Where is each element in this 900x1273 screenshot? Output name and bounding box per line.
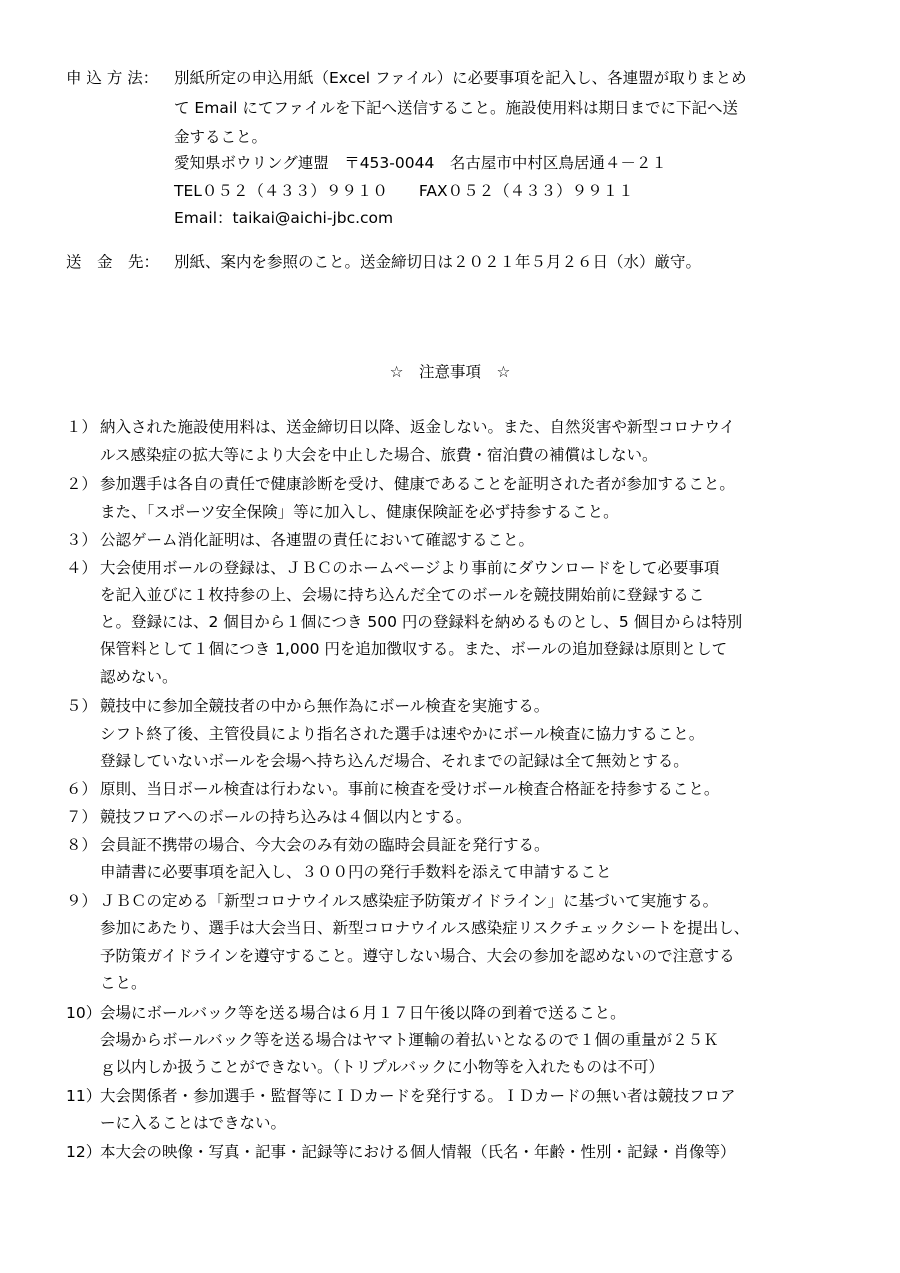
note-line: 原則、当日ボール検査は行わない。事前に検査を受けボール検査合格証を持参すること。	[100, 780, 720, 798]
note-line: 会場からボールバック等を送る場合はヤマト運輸の着払いとなるので１個の重量が２５Ｋ	[100, 1031, 719, 1049]
note-line: 本大会の映像・写真・記事・記録等における個人情報（氏名・年齢・性別・記録・肖像等）	[100, 1143, 736, 1161]
note-line: ＪＢＣの定める「新型コロナウイルス感染症予防策ガイドライン」に基づいて実施する。	[100, 892, 719, 910]
note-line: ーに入ることはできない。	[100, 1114, 287, 1132]
note-line: 会員証不携帯の場合、今大会のみ有効の臨時会員証を発行する。	[100, 836, 550, 854]
application-line: 金すること。	[174, 128, 268, 146]
note-line: 納入された施設使用料は、送金締切日以降、返金しない。また、自然災害や新型コロナウイ	[100, 418, 736, 436]
note-line: 認めない。	[100, 668, 178, 686]
note-number: ２）	[66, 475, 98, 493]
federation-address: 愛知県ボウリング連盟 〒453-0044 名古屋市中村区鳥居通４－２１	[174, 154, 667, 172]
note-line: 公認ゲーム消化証明は、各連盟の責任において確認すること。	[100, 531, 535, 549]
note-number: ７）	[66, 808, 98, 826]
note-line: 会場にボールバック等を送る場合は６月１７日午後以降の到着で送ること。	[100, 1004, 626, 1022]
note-number: ９）	[66, 892, 98, 910]
note-number: ６）	[66, 780, 98, 798]
remittance-label: 送 金 先：	[66, 253, 160, 271]
application-line: て Email にてファイルを下記へ送信すること。施設使用料は期日までに下記へ送	[174, 99, 739, 117]
note-line: 申請書に必要事項を記入し、３００円の発行手数料を添えて申請すること	[100, 863, 612, 881]
note-line: ｇ以内しか扱うことができない。（トリプルバックに小物等を入れたものは不可）	[100, 1058, 665, 1076]
note-number: 10）	[66, 1004, 102, 1022]
note-line: 参加選手は各自の責任で健康診断を受け、健康であることを証明された者が参加すること。	[100, 475, 735, 493]
note-line: 競技中に参加全競技者の中から無作為にボール検査を実施する。	[100, 697, 550, 715]
note-number: 12）	[66, 1143, 102, 1161]
remittance-text: 別紙、案内を参照のこと。送金締切日は２０２１年５月２６日（水）厳守。	[174, 253, 702, 271]
application-method-label: 申 込 方 法：	[66, 69, 159, 87]
note-number: ８）	[66, 836, 98, 854]
notes-title: ☆ 注意事項 ☆	[389, 363, 511, 381]
note-line: を記入並びに１枚持参の上、会場に持ち込んだ全てのボールを競技開始前に登録するこ	[100, 586, 705, 604]
note-number: １）	[66, 418, 98, 436]
federation-email: Email：taikai@aichi-jbc.com	[174, 209, 394, 227]
note-line: 予防策ガイドラインを遵守すること。遵守しない場合、大会の参加を認めないので注意する	[100, 947, 735, 965]
note-line: 参加にあたり、選手は大会当日、新型コロナウイルス感染症リスクチェックシートを提出し、	[100, 919, 750, 937]
note-line: 競技フロアへのボールの持ち込みは４個以内とする。	[100, 808, 472, 826]
note-number: 11）	[66, 1087, 102, 1105]
note-line: 大会使用ボールの登録は、ＪＢＣのホームページより事前にダウンロードをして必要事項	[100, 559, 720, 577]
note-line: 保管料として１個につき 1,000 円を追加徴収する。また、ボールの追加登録は原則として	[100, 640, 728, 658]
note-line: と。登録には、2 個目から１個につき 500 円の登録料を納めるものとし、5 個目からは特別	[100, 613, 743, 631]
note-number: ３）	[66, 531, 98, 549]
application-line: 別紙所定の申込用紙（Excel ファイル）に必要事項を記入し、各連盟が取りまとめ	[174, 69, 747, 87]
note-line: シフト終了後、主管役員により指名された選手は速やかにボール検査に協力すること。	[100, 725, 705, 743]
note-number: ４）	[66, 559, 98, 577]
note-line: 大会関係者・参加選手・監督等にＩＤカードを発行する。ＩＤカードの無い者は競技フロア	[100, 1087, 736, 1105]
federation-phone-fax: TEL０５２（４３３）９９１０ FAX０５２（４３３）９９１１	[174, 182, 634, 200]
note-line: 登録していないボールを会場へ持ち込んだ場合、それまでの記録は全て無効とする。	[100, 752, 689, 770]
note-number: ５）	[66, 697, 98, 715]
note-line: ルス感染症の拡大等により大会を中止した場合、旅費・宿泊費の補償はしない。	[100, 446, 658, 464]
note-line: こと。	[100, 974, 147, 992]
note-line: また、「スポーツ安全保険」等に加入し、健康保険証を必ず持参すること。	[100, 503, 619, 521]
